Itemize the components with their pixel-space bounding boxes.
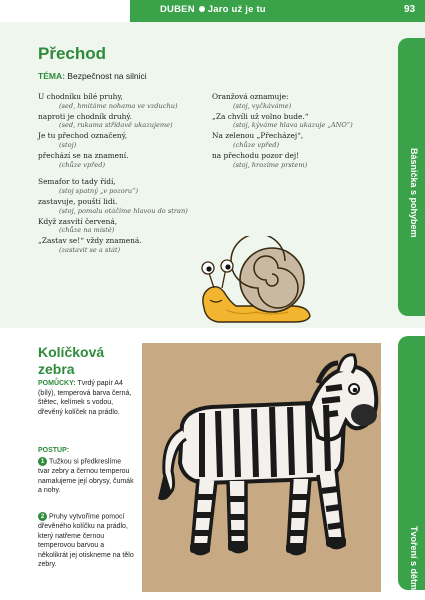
tools-label: POMŮCKY: bbox=[38, 380, 76, 387]
tools-text: Tvrdý papír A4 (bílý), temperová barva černá, štětec, kelímek s vodou, dřevěný kolíček na prádlo. bbox=[38, 380, 132, 416]
side-tab-label: Básnička s pohybem bbox=[409, 148, 419, 238]
verse-line: „Zastav se!“ vždy znamená. bbox=[38, 236, 142, 246]
page-header bbox=[0, 0, 425, 22]
verse-line: Když zasvítí červená, bbox=[38, 216, 118, 226]
verse-line: Semafor to tady řídí, bbox=[38, 177, 116, 187]
step-text: Tužkou si předkreslíme tvar zebry a černou temperou namalujeme její obrysy, čumák a nohy. bbox=[38, 458, 134, 495]
craft-tools bbox=[38, 379, 134, 417]
step-text: Pruhy vytvoříme pomocí dřevěného kolíčku na prádlo, který natřeme černou temperovou barvou a několikrát jej otiskneme na tělo zebry. bbox=[38, 513, 134, 569]
stage-direction: (stoj, pomalu otáčíme hlavou do stran) bbox=[59, 206, 188, 215]
stage-direction: (chůze na místě) bbox=[59, 226, 115, 235]
stanza-gap bbox=[38, 170, 208, 177]
verse-line: U chodníku bílé pruhy, bbox=[38, 92, 123, 101]
stage-direction: (sed, hmitáme nohama ve vzduchu) bbox=[59, 101, 178, 110]
topic-value: Bezpečnost na silnici bbox=[67, 71, 147, 81]
header-month: DUBEN bbox=[160, 4, 195, 15]
stage-direction: (stoj spatný „v pozoru“) bbox=[59, 187, 139, 196]
topic-label: TÉMA: bbox=[38, 71, 65, 81]
stage-direction: (stoj) bbox=[59, 140, 77, 149]
bullet-icon bbox=[199, 6, 205, 12]
snail-illustration bbox=[196, 236, 312, 328]
craft-title bbox=[38, 344, 104, 378]
procedure-step bbox=[38, 457, 134, 496]
stage-direction: (zastavit se a stát) bbox=[59, 245, 121, 254]
stage-direction: (chůze vpřed) bbox=[233, 140, 280, 149]
stage-direction: (stoj, hrozíme prstem) bbox=[233, 160, 308, 169]
step-number-badge: 1 bbox=[38, 457, 47, 466]
poem-title: Přechod bbox=[38, 44, 107, 63]
stage-direction: (stoj, vyčkáváme) bbox=[233, 101, 292, 110]
page-number: 93 bbox=[404, 4, 416, 15]
side-tab-craft bbox=[398, 336, 425, 593]
step-number-badge: 2 bbox=[38, 512, 47, 521]
verse-line: na přechodu pozor dej! bbox=[212, 150, 300, 160]
verse-line: Oranžová oznamuje: bbox=[212, 92, 289, 101]
side-tab-poem bbox=[398, 38, 425, 316]
verse-line: naproti je chodník druhý. bbox=[38, 111, 132, 121]
zebra-craft-photo bbox=[142, 343, 381, 592]
stage-direction: (chůze vpřed) bbox=[59, 160, 106, 169]
poem-column-1 bbox=[38, 92, 208, 256]
poem-topic bbox=[38, 71, 147, 81]
procedure-step bbox=[38, 512, 134, 570]
verse-line: zastavuje, pouští lidi. bbox=[38, 196, 118, 206]
header-title bbox=[160, 4, 266, 15]
poem-column-2 bbox=[212, 92, 382, 170]
side-tab-label: Tvoření s dětmi bbox=[409, 526, 419, 593]
procedure-label: POSTUP: bbox=[38, 447, 70, 454]
craft-title-line: Kolíčková bbox=[38, 344, 105, 360]
verse-line: přechází se na znamení. bbox=[38, 150, 129, 160]
stage-direction: (sed, rukama střídavě ukazujeme) bbox=[59, 121, 173, 130]
zebra-illustration bbox=[142, 343, 381, 592]
verse-line: Na zelenou „Přecházej“, bbox=[212, 131, 304, 141]
verse-line: Je tu přechod označený, bbox=[38, 131, 128, 141]
verse-line: „Za chvíli už volno bude.“ bbox=[212, 111, 309, 121]
craft-title-line: zebra bbox=[38, 361, 75, 377]
header-topic: Jaro už je tu bbox=[207, 4, 266, 15]
stage-direction: (stoj, kýváme hlava ukazuje „ANO“) bbox=[233, 121, 353, 130]
